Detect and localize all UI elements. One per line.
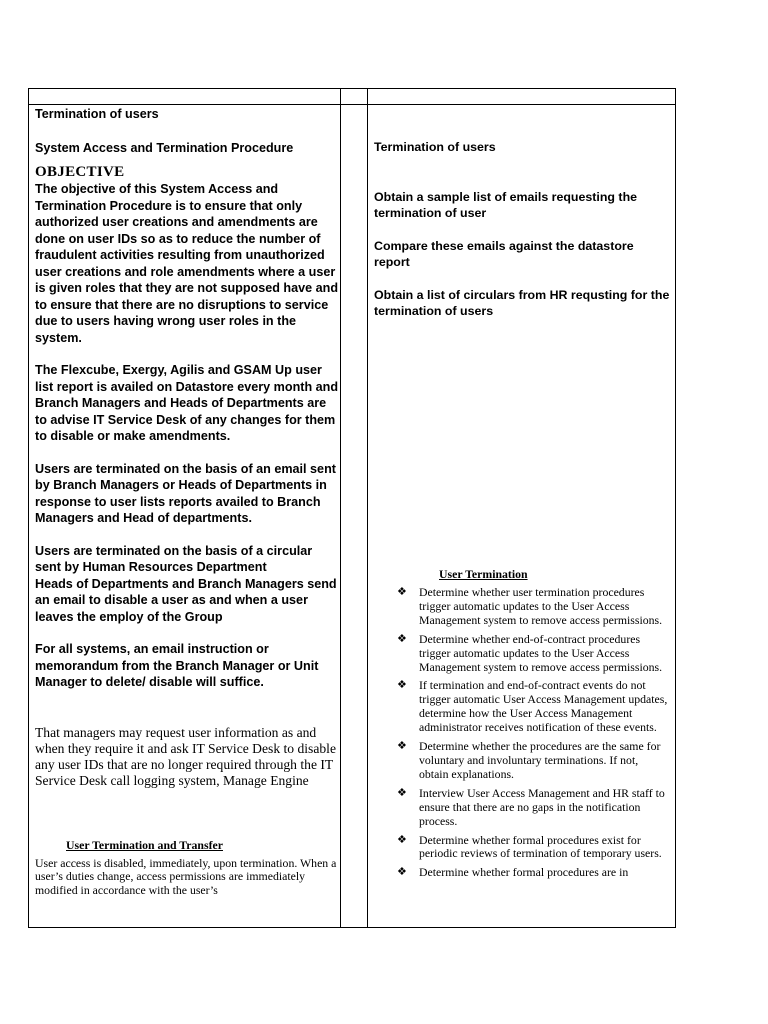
column-divider-1 bbox=[340, 89, 341, 927]
list-item: ❖ If termination and end-of-contract events do not trigger automatic User Access Management updates, determine how the User Access Management administrator receives notification of these events. bbox=[397, 678, 668, 735]
list-item: ❖ Determine whether user termination procedures trigger automatic updates to the User Access Management system to remove access permissions. bbox=[397, 585, 663, 627]
diamond-bullet-icon: ❖ bbox=[397, 632, 407, 645]
diamond-bullet-icon: ❖ bbox=[397, 586, 407, 598]
para-user-list-report: The Flexcube, Exergy, Agilis and GSAM Up user list report is availed on Datastore every month and Branch Managers and Heads of Departments are to advise IT Service Desk of any changes for them to disable or make amendments. bbox=[35, 363, 339, 443]
para-email-termination: Users are terminated on the basis of an email sent by Branch Managers or Heads of Departments in response to user lists reports availed to Branch Managers and Head of departments. bbox=[35, 461, 336, 525]
diamond-bullet-icon: ❖ bbox=[397, 786, 407, 799]
list-item: ❖ Determine whether formal procedures are in bbox=[397, 865, 629, 880]
diamond-bullet-icon: ❖ bbox=[397, 740, 407, 753]
column-divider-2 bbox=[367, 89, 368, 927]
para-managers-request: That managers may request user information as and when they require it and ask IT Service Desk to disable any user IDs that are no longer required through the IT Service Desk call logging system, Manage Engine bbox=[35, 724, 336, 789]
objective-heading: OBJECTIVE bbox=[35, 164, 125, 180]
header-cell-middle bbox=[340, 89, 367, 105]
objective-text: The objective of this System Access and Termination Procedure is to ensure that only authorized user creations and amendments are done on user IDs so as to reduce the number of fraudulent activities resulting from unauthorized user creations and role amendments where a user is given roles that they are not supposed have and to ensure that there are no disruptions to service due to users having wrong user roles in the system. bbox=[35, 182, 339, 345]
step-hr-circulars: Obtain a list of circulars from HR requsting for the termination of users bbox=[374, 287, 670, 318]
left-subtitle: System Access and Termination Procedure bbox=[35, 140, 294, 155]
para-circular-termination: Users are terminated on the basis of a circular sent by Human Resources Department bbox=[35, 543, 313, 574]
right-title: Termination of users bbox=[374, 140, 496, 154]
header-cell-left bbox=[29, 89, 340, 105]
right-column bbox=[374, 106, 670, 885]
diamond-bullet-icon: ❖ bbox=[397, 833, 407, 846]
para-hod-email: Heads of Departments and Branch Managers send an email to disable a user as and when a user leaves the employ of the Group bbox=[35, 576, 337, 624]
list-item: ❖ Interview User Access Management and HR staff to ensure that there are no gaps in the notification process. bbox=[397, 785, 665, 828]
section-text-termination-transfer: User access is disabled, immediately, upon termination. When a user’s duties change, access permissions are immediately modified in accordance with the user’s bbox=[35, 855, 337, 897]
list-item: ❖ Determine whether formal procedures exist for periodic reviews of termination of temporary users. bbox=[397, 832, 662, 861]
section-heading-user-termination: User Termination bbox=[439, 566, 528, 581]
document-table bbox=[28, 88, 676, 928]
list-item: ❖ Determine whether the procedures are the same for voluntary and involuntary terminations. If not, obtain explanations. bbox=[397, 739, 661, 781]
diamond-bullet-icon: ❖ bbox=[397, 866, 407, 879]
header-cell-right bbox=[367, 89, 675, 105]
left-column bbox=[35, 106, 339, 897]
termination-bullet-list bbox=[374, 586, 670, 880]
step-sample-emails: Obtain a sample list of emails requesting the termination of user bbox=[374, 189, 638, 220]
left-title: Termination of users bbox=[35, 107, 159, 121]
step-compare-emails: Compare these emails against the datastore report bbox=[374, 238, 634, 269]
list-item: ❖ Determine whether end-of-contract procedures trigger automatic updates to the User Access Management system to remove access permissions. bbox=[397, 631, 663, 674]
diamond-bullet-icon: ❖ bbox=[397, 679, 407, 692]
section-heading-termination-transfer: User Termination and Transfer bbox=[66, 838, 223, 853]
para-email-instruction: For all systems, an email instruction or memorandum from the Branch Manager or Unit Manager to delete/ disable will suffice. bbox=[35, 642, 319, 689]
